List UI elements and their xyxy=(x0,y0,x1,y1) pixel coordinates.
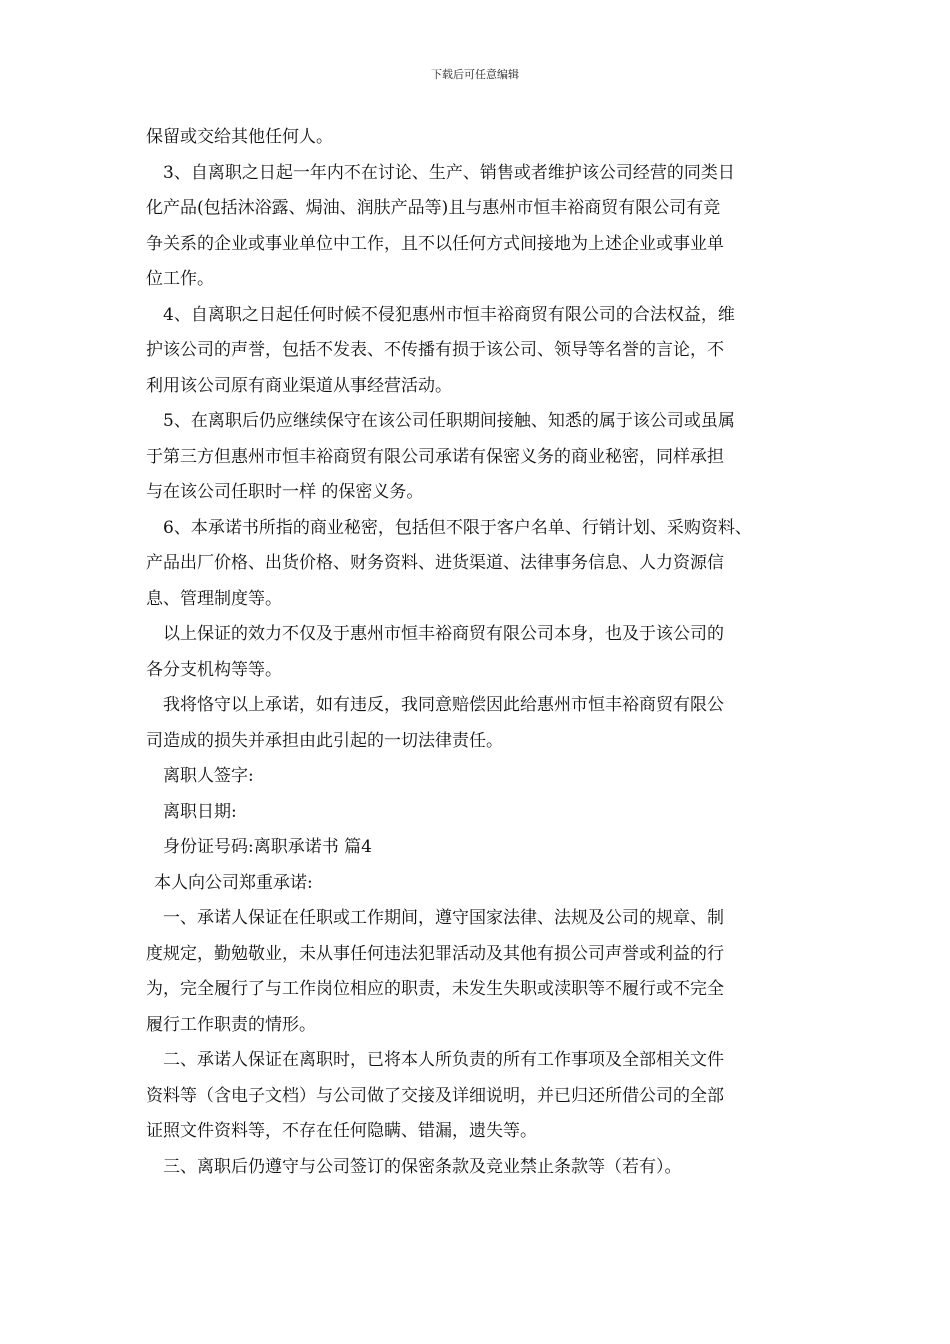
text-line: 4、自离职之日起任何时候不侵犯惠州市恒丰裕商贸有限公司的合法权益，维 xyxy=(163,304,735,325)
text-line: 与在该公司任职时一样 的保密义务。 xyxy=(146,482,424,502)
text-line: 本人向公司郑重承诺: xyxy=(154,872,313,893)
text-line: 于第三方但惠州市恒丰裕商贸有限公司承诺有保密义务的商业秘密，同样承担 xyxy=(146,446,724,467)
text-line: 为，完全履行了与工作岗位相应的职责，未发生失职或渎职等不履行或不完全 xyxy=(146,979,724,999)
text-line: 化产品(包括沐浴露、焗油、润肤产品等)且与惠州市恒丰裕商贸有限公司有竞 xyxy=(146,198,721,218)
text-line: 息、管理制度等。 xyxy=(146,588,282,609)
text-line: 一、承诺人保证在任职或工作期间，遵守国家法律、法规及公司的规章、制 xyxy=(163,908,724,928)
text-line: 身份证号码:离职承诺书 篇4 xyxy=(163,837,372,857)
text-line: 5、在离职后仍应继续保守在该公司任职期间接触、知悉的属于该公司或虽属 xyxy=(163,411,735,431)
text-line: 保留或交给其他任何人。 xyxy=(146,127,333,147)
text-line: 度规定，勤勉敬业，未从事任何违法犯罪活动及其他有损公司声誉或利益的行 xyxy=(146,943,724,964)
text-line: 各分支机构等等。 xyxy=(146,659,282,680)
text-line: 争关系的企业或事业单位中工作，且不以任何方式间接地为上述企业或事业单 xyxy=(146,233,724,254)
text-line: 利用该公司原有商业渠道从事经营活动。 xyxy=(146,375,452,396)
text-line: 3、自离职之日起一年内不在讨论、生产、销售或者维护该公司经营的同类日 xyxy=(163,162,735,183)
document-body xyxy=(146,120,818,1185)
page-header: 下载后可任意编辑 xyxy=(431,68,519,81)
text-line: 离职日期: xyxy=(163,801,237,822)
text-line: 6、本承诺书所指的商业秘密，包括但不限于客户名单、行销计划、采购资料、 xyxy=(163,517,752,538)
text-line: 二、承诺人保证在离职时，已将本人所负责的所有工作事项及全部相关文件 xyxy=(163,1050,724,1070)
text-line: 护该公司的声誉，包括不发表、不传播有损于该公司、领导等名誉的言论，不 xyxy=(146,340,724,360)
text-line: 履行工作职责的情形。 xyxy=(146,1014,316,1035)
text-line: 我将恪守以上承诺，如有违反，我同意赔偿因此给惠州市恒丰裕商贸有限公 xyxy=(163,695,724,715)
text-line: 资料等（含电子文档）与公司做了交接及详细说明，并已归还所借公司的全部 xyxy=(146,1085,724,1106)
text-line: 位工作。 xyxy=(146,269,214,289)
text-line: 产品出厂价格、出货价格、财务资料、进货渠道、法律事务信息、人力资源信 xyxy=(146,553,724,573)
text-line: 三、离职后仍遵守与公司签订的保密条款及竞业禁止条款等（若有）。 xyxy=(163,1156,682,1177)
text-line: 证照文件资料等，不存在任何隐瞒、错漏，遗失等。 xyxy=(146,1121,537,1141)
text-line: 司造成的损失并承担由此引起的一切法律责任。 xyxy=(146,730,503,751)
text-line: 离职人签字: xyxy=(163,766,254,786)
text-line: 以上保证的效力不仅及于惠州市恒丰裕商贸有限公司本身，也及于该公司的 xyxy=(163,624,724,644)
